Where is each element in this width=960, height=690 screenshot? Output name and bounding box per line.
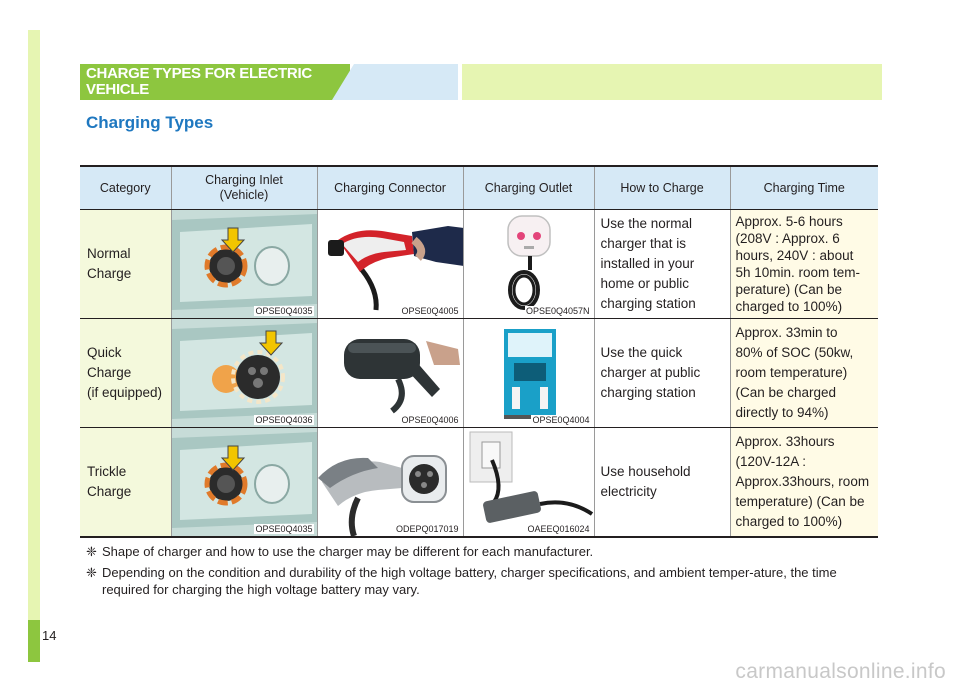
time-line: perature) (Can be bbox=[735, 282, 843, 297]
inlet-image-code: OPSE0Q4035 bbox=[255, 524, 313, 534]
category-line: Quick bbox=[87, 345, 122, 360]
header-charging-time: Charging Time bbox=[730, 166, 878, 210]
table-row-normal-charge bbox=[80, 210, 878, 319]
footnote-mark: ❈ bbox=[86, 565, 97, 580]
footnote-text: Depending on the condition and durability of the high voltage battery, charger specifications, and ambient temper-ature, the time required for charging the high voltage battery may vary. bbox=[102, 565, 837, 597]
time-line: (120V-12A : bbox=[735, 454, 807, 469]
header-charging-outlet: Charging Outlet bbox=[463, 166, 594, 210]
time-line: (208V : Approx. 6 bbox=[735, 231, 840, 246]
footnotes bbox=[86, 543, 882, 602]
header-how-to-charge: How to Charge bbox=[594, 166, 730, 210]
how-to-charge-cell bbox=[594, 210, 730, 319]
header-charging-connector: Charging Connector bbox=[317, 166, 463, 210]
connector-image-code: ODEPQ017019 bbox=[395, 524, 459, 534]
time-line: 5h 10min. room tem- bbox=[735, 265, 861, 280]
time-line: directly to 94%) bbox=[735, 405, 829, 420]
time-line: Approx. 33min to bbox=[735, 325, 838, 340]
page-side-bar-accent bbox=[28, 620, 40, 662]
charging-time-cell bbox=[730, 319, 878, 428]
charging-outlet-image bbox=[464, 319, 594, 427]
time-line: (Can be charged bbox=[735, 385, 837, 400]
how-line: Use the normal bbox=[600, 216, 693, 231]
category-line: Charge bbox=[87, 484, 132, 499]
outlet-image-code: OAEEQ016024 bbox=[527, 524, 590, 534]
outlet-image-cell bbox=[463, 210, 594, 319]
inlet-image-code: OPSE0Q4036 bbox=[255, 415, 313, 425]
outlet-image-code: OPSE0Q4004 bbox=[532, 415, 590, 425]
how-to-charge-cell bbox=[594, 319, 730, 428]
charging-outlet-image bbox=[464, 210, 594, 318]
header-category: Category bbox=[80, 166, 171, 210]
connector-image-cell bbox=[317, 210, 463, 319]
category-cell bbox=[80, 210, 171, 319]
time-line: Approx. 33hours bbox=[735, 434, 835, 449]
category-line: Trickle bbox=[87, 464, 127, 479]
banner-title-line2: VEHICLE bbox=[86, 81, 149, 98]
table-row-quick-charge bbox=[80, 319, 878, 428]
banner-blue-block bbox=[332, 64, 458, 100]
how-line: charger at public bbox=[600, 365, 701, 380]
header-charging-inlet bbox=[171, 166, 317, 210]
how-line: Use the quick bbox=[600, 345, 683, 360]
watermark: carmanualsonline.info bbox=[735, 660, 946, 683]
how-line: charging station bbox=[600, 385, 696, 400]
footnote bbox=[86, 564, 882, 598]
charging-outlet-image bbox=[464, 428, 594, 536]
table-row-trickle-charge bbox=[80, 428, 878, 538]
time-line: Approx. 5-6 hours bbox=[735, 214, 843, 229]
how-line: electricity bbox=[600, 484, 657, 499]
charging-inlet-image bbox=[172, 210, 317, 318]
category-line: (if equipped) bbox=[87, 385, 163, 400]
header-inlet-line1: Charging Inlet bbox=[205, 173, 283, 187]
category-cell bbox=[80, 319, 171, 428]
connector-image-cell bbox=[317, 428, 463, 538]
how-line: home or public bbox=[600, 276, 690, 291]
header-inlet-line2: (Vehicle) bbox=[219, 188, 269, 202]
page-number: 14 bbox=[42, 628, 57, 643]
inlet-image-cell bbox=[171, 210, 317, 319]
charging-connector-image bbox=[318, 319, 463, 427]
connector-image-cell bbox=[317, 319, 463, 428]
banner-light-block bbox=[462, 64, 882, 100]
banner-title bbox=[86, 66, 336, 98]
outlet-image-cell bbox=[463, 319, 594, 428]
section-title: Charging Types bbox=[86, 113, 214, 132]
section-banner bbox=[80, 64, 882, 100]
footnote-text: Shape of charger and how to use the charger may be different for each manufacturer. bbox=[102, 544, 594, 559]
charging-types-table bbox=[80, 165, 878, 538]
connector-image-code: OPSE0Q4006 bbox=[401, 415, 459, 425]
banner-title-line1: CHARGE TYPES FOR ELECTRIC bbox=[86, 65, 312, 82]
page-side-bar bbox=[28, 30, 40, 662]
charging-inlet-image bbox=[172, 319, 317, 427]
category-cell bbox=[80, 428, 171, 538]
time-line: Approx.33hours, room bbox=[735, 474, 870, 489]
time-line: 80% of SOC (50kw, bbox=[735, 345, 854, 360]
charging-time-cell bbox=[730, 428, 878, 538]
inlet-image-code: OPSE0Q4035 bbox=[255, 306, 313, 316]
how-line: installed in your bbox=[600, 256, 695, 271]
inlet-image-cell bbox=[171, 428, 317, 538]
category-line: Charge bbox=[87, 266, 132, 281]
charging-inlet-image bbox=[172, 428, 317, 536]
table-header-row bbox=[80, 166, 878, 210]
category-line: Charge bbox=[87, 365, 132, 380]
how-to-charge-cell bbox=[594, 428, 730, 538]
time-line: charged to 100%) bbox=[735, 514, 843, 529]
time-line: room temperature) bbox=[735, 365, 848, 380]
category-line: Normal bbox=[87, 246, 131, 261]
how-line: charging station bbox=[600, 296, 696, 311]
footnote bbox=[86, 543, 882, 560]
time-line: charged to 100%) bbox=[735, 299, 843, 314]
time-line: hours, 240V : about bbox=[735, 248, 854, 263]
outlet-image-code: OPSE0Q4057N bbox=[525, 306, 590, 316]
how-line: charger that is bbox=[600, 236, 687, 251]
how-line: Use household bbox=[600, 464, 691, 479]
footnote-mark: ❈ bbox=[86, 544, 97, 559]
inlet-image-cell bbox=[171, 319, 317, 428]
outlet-image-cell bbox=[463, 428, 594, 538]
charging-connector-image bbox=[318, 428, 463, 536]
time-line: temperature) (Can be bbox=[735, 494, 865, 509]
connector-image-code: OPSE0Q4005 bbox=[401, 306, 459, 316]
charging-time-cell bbox=[730, 210, 878, 319]
charging-connector-image bbox=[318, 210, 463, 318]
